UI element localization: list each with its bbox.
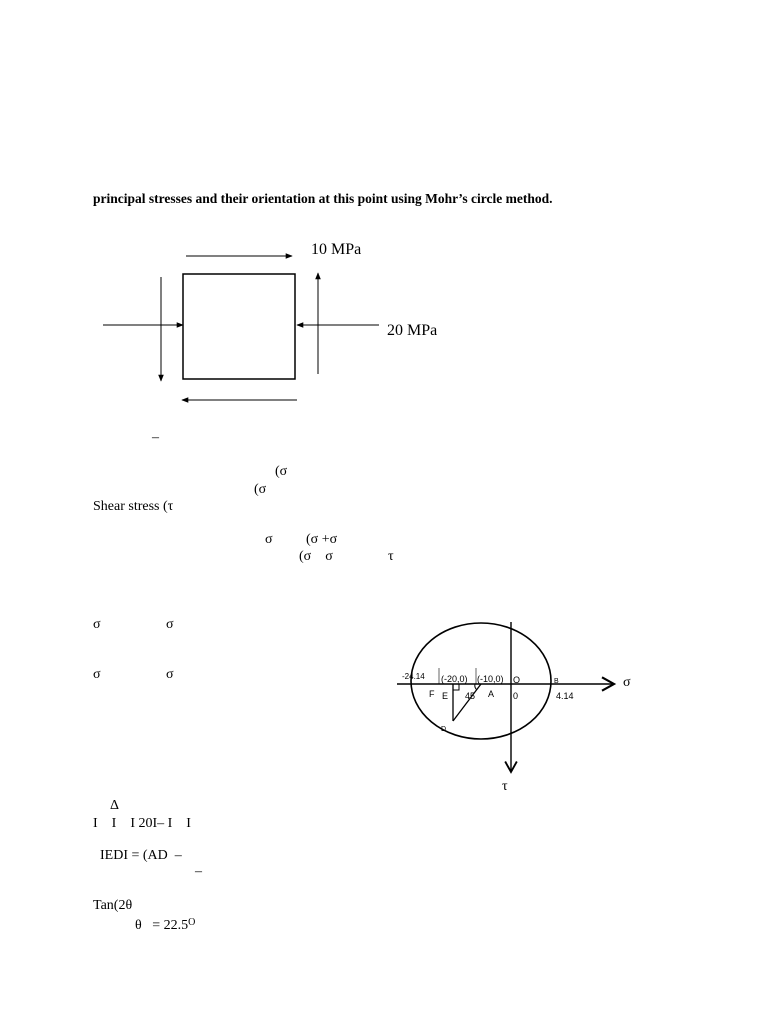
mohr-point-neg10: (-10,0) — [477, 674, 504, 684]
mohr-origin-label: O — [513, 675, 521, 685]
shear-stress-text: Shear stress (τ — [93, 499, 174, 514]
mohr-right-value: 4.14 — [556, 691, 574, 701]
mohr-zero-label: 0 — [513, 691, 519, 701]
theta-value: θ = 22.5 — [135, 918, 189, 933]
fragment-sigma-a: (σ — [275, 464, 288, 479]
mohr-point-B-label: B — [554, 678, 559, 685]
row1-sigma-right: σ — [166, 617, 174, 632]
mohr-angle-label: 45 — [465, 691, 476, 701]
shear-stress-label: 10 MPa — [311, 241, 362, 258]
fragment-dash-2: – — [195, 864, 202, 879]
row1-sigma-left: σ — [93, 617, 101, 632]
mohr-sigma-axis-label: σ — [623, 675, 631, 690]
mohr-tau-axis-label: τ — [502, 779, 508, 794]
fragment-sigma-c: σ — [265, 532, 273, 547]
mohr-point-neg20: (-20,0) — [441, 674, 468, 684]
problem-heading: principal stresses and their orientation at this point using Mohr’s circle method. — [93, 191, 553, 206]
degree-symbol: O — [188, 917, 196, 928]
fragment-sigma-pair: (σ σ — [299, 549, 333, 564]
mohr-left-value: -24.14 — [402, 672, 425, 681]
fragment-sigma-b: (σ — [254, 482, 267, 497]
tan-line: Tan(2θ — [93, 898, 133, 913]
mohr-point-D-label: D — [441, 726, 447, 733]
fragment-tau: τ — [388, 549, 394, 564]
fragment-sigma-plus: (σ +σ — [306, 532, 338, 547]
fragment-ed-line: IEDI = (AD – — [100, 848, 182, 863]
row2-sigma-right: σ — [166, 667, 174, 682]
fragment-delta: Δ — [110, 798, 120, 813]
mohr-point-F-label: F — [429, 689, 435, 699]
mohr-point-A-label: A — [488, 689, 495, 699]
fragment-bars-line: I I I 20I– I I — [93, 816, 191, 831]
normal-stress-label: 20 MPa — [387, 322, 438, 339]
mohr-point-E-label: E — [442, 691, 449, 701]
row2-sigma-left: σ — [93, 667, 101, 682]
fragment-dash: – — [152, 430, 159, 445]
